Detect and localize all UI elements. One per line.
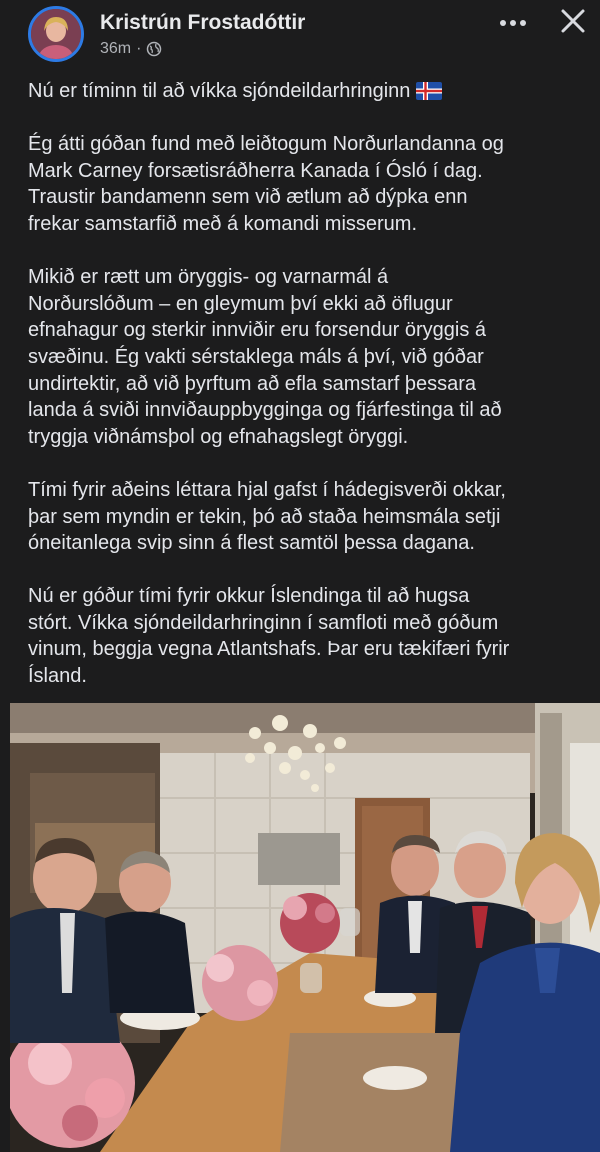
author-name[interactable]: Kristrún Frostadóttir (100, 11, 306, 34)
author-avatar[interactable] (28, 6, 84, 62)
close-icon[interactable] (558, 6, 588, 36)
post-paragraph: Ég átti góðan fund með leiðtogum Norðurlandanna og Mark Carney forsætisráðherra Kanada í Ósló í dag. Traustir bandamenn sem við ætlum að dýpka enn frekar samstarfið með á komandi misserum. (28, 133, 504, 235)
avatar-image (31, 9, 81, 59)
post-photo[interactable] (10, 703, 600, 1152)
globe-icon[interactable] (146, 41, 162, 57)
meta-separator: · (136, 40, 142, 57)
lunch-meeting-photo (10, 703, 600, 1152)
post-paragraph: Nú er góður tími fyrir okkur Íslendinga til að hugsa stórt. Víkka sjóndeildarhringinn í samfloti með góðum vinum, beggja vegna Atlantshafs. Þar eru tækifæri fyrir Ísland. (28, 585, 510, 688)
post-time[interactable]: 36m (100, 40, 132, 57)
post-body (28, 78, 598, 716)
post-header (0, 0, 600, 76)
post-paragraph: Mikið er rætt um öryggis- og varnarmál á Norðurslóðum – en gleymum því ekki að öflugur efnahagur og sterkir innviðir eru forsendur öryggis á svæðinu. Ég vakti sérstaklega máls á því, við góðar undirtektir, að við þyrftum að efla samstarf þessara landa á sviði innviðauppbygginga og fjárfestinga til að tryggja viðnámsþol og efnahagslegt öryggi. (28, 266, 502, 448)
post-meta (100, 40, 162, 58)
post-paragraph: Tími fyrir aðeins léttara hjal gafst í hádegisverði okkar, þar sem myndin er tekin, þó að staða heimsmála setji óneitanlega svip sinn á flest samtöl þessa dagana. (28, 478, 506, 555)
iceland-flag-icon (416, 82, 442, 100)
more-options-icon[interactable] (498, 8, 528, 38)
post-paragraph (28, 78, 598, 105)
post-paragraph-text: Nú er tíminn til að víkka sjóndeildarhringinn (28, 80, 411, 102)
